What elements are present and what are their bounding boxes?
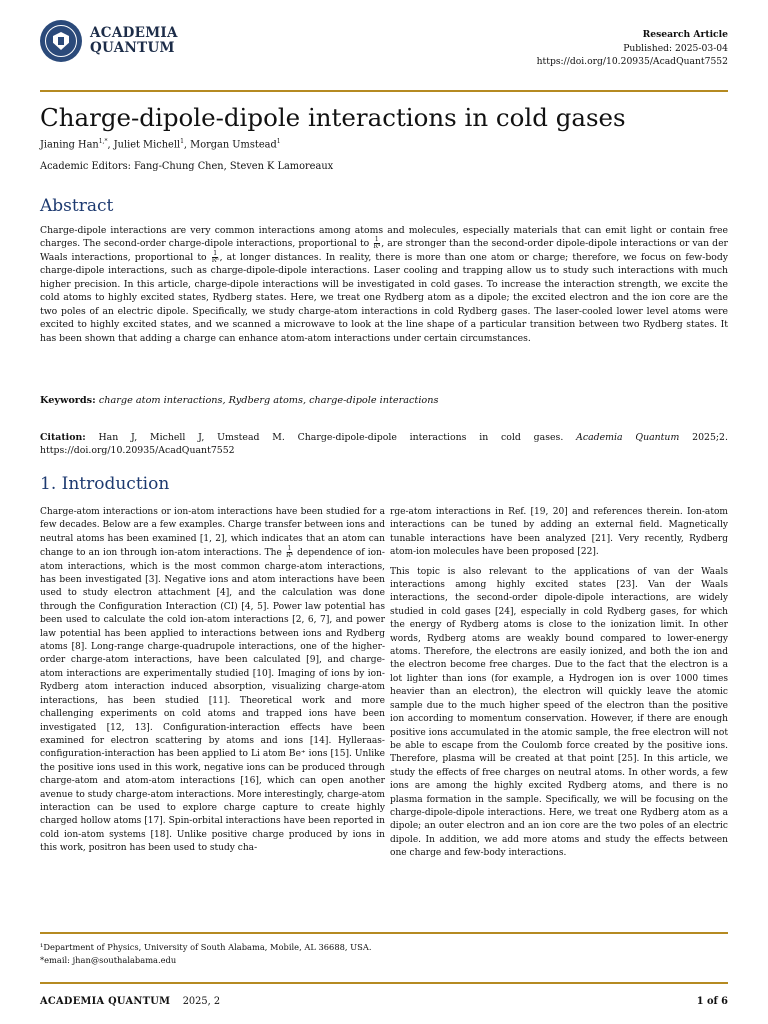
fraction-numerator: 1	[213, 249, 218, 257]
abstract-part: , are stronger than the second-order dipole-dipole interactions or van der Waals interactions, proportional to	[40, 238, 728, 263]
fraction-numerator: 1	[374, 236, 379, 244]
footer-journal: ACADEMIA QUANTUM	[40, 996, 171, 1007]
article-meta	[537, 28, 728, 69]
fraction	[212, 251, 219, 264]
paragraph: This topic is also relevant to the applications of van der Waals interactions among highly excited states [23]. Van der Waals interactions, the second-order dipole-dipole interactions, are widely studied in cold gases [24], especially in cold Rydberg gases, for which the energy of Rydberg atoms is close to the ionization limit. In other words, Rydberg atoms are weakly bound compared to lower-energy atoms. Therefore, the electrons are easily ionized, and both the ion and the electron become free charges. Due to the fact that the electron is a lot lighter than ions (for example, a Hydrogen ion is over 1000 times heavier than an electron), the electron will quickly leave the atomic sample due to the much higher speed of the electron than the positive ion according to momentum conservation. However, if there are enough positive ions accumulated in the atomic sample, the free electron will not be able to escape from the Coulomb force created by the positive ions. Therefore, plasma will be created at that point [25]. In this article, we study the effects of free charges on neutral atoms. In other words, a few ions are among the highly excited Rydberg atoms, and there is no plasma formation in the sample. Specifically, we will be focusing on the charge-dipole-dipole interactions. Here, we treat one Rydberg atom as a dipole; an outer electron and an ion core are the two poles of an electric dipole. In addition, we add more atoms and study the effects between one charge and few-body interactions.	[390, 566, 728, 859]
abstract-part: Charge-dipole interactions are very common interactions among atoms and molecules, especially materials that can emit light or contain free charges. The second-order charge-dipole interactions, proportional to	[40, 225, 728, 250]
author-list: Jianing Han$^{1,*}$, Juliet Michell$^1$, Morgan Umstead$^1$	[40, 138, 281, 151]
author-name[interactable]: Jianing Han	[40, 139, 99, 151]
page-footer	[40, 996, 220, 1007]
footnote-divider	[40, 932, 728, 934]
paragraph: rge-atom interactions in Ref. [19, 20] and references therein. Ion-atom interactions can be tuned by adding an external field. Magnetically tunable interactions have been analyzed [21]. Very recently, Rydberg atom-ion molecules have been proposed [22].	[390, 507, 728, 558]
footnote-email[interactable]: *email: jhan@southalabama.edu	[40, 955, 177, 965]
journal-name-line1: ACADEMIA	[90, 25, 178, 41]
author-affiliation: 1	[276, 138, 281, 145]
fraction-numerator: 1	[287, 545, 292, 553]
abstract-part: , at longer distances. In reality, there is more than one atom or charge; therefore, we focus on few-body charge-dipole interactions, such as charge-dipole-dipole interactions. Laser cooling and trapping allow us to study such interactions with much higher precision. In this article, charge-dipole interactions will be investigated in cold gases. To increase the interaction strength, we excite the cold atoms to highly excited states, Rydberg states. Here, we treat one Rydberg atom as a dipole; the excited electron and the ion core are the two poles of an electric dipole. Specifically, we study charge-atom interactions in cold Rydberg gases. The laser-cooled lower level atoms were excited to highly excited states, and we scanned a microwave to look at the line shape of a particular transition between two Rydberg states. It has been shown that adding a charge can enhance atom-atom interactions under certain circumstances.	[40, 251, 728, 344]
fraction-denominator: R⁴	[286, 552, 293, 560]
page-number: 1 of 6	[696, 996, 728, 1007]
author-affiliation: 1	[180, 138, 184, 145]
doi-link[interactable]: https://doi.org/10.20935/AcadQuant7552	[536, 56, 728, 67]
fraction-denominator: R⁴	[373, 243, 381, 251]
article-title: Charge-dipole-dipole interactions in cold gases	[40, 103, 626, 132]
published-date: Published: 2025-03-04	[623, 42, 728, 54]
author-affiliation: 1,*	[98, 138, 108, 145]
academic-editors: Academic Editors: Fang-Chung Chen, Steven K Lamoreaux	[40, 161, 334, 172]
author-name[interactable]: Morgan Umstead	[190, 139, 277, 151]
keywords-text: charge atom interactions, Rydberg atoms, charge-dipole interactions	[98, 395, 439, 406]
citation-journal: Academia Quantum	[576, 432, 680, 443]
author-name[interactable]: Juliet Michell	[113, 139, 181, 151]
paragraph	[40, 506, 385, 856]
introduction-heading: 1. Introduction	[40, 474, 170, 494]
journal-name-line2: QUANTUM	[90, 40, 175, 56]
abstract-heading: Abstract	[40, 196, 114, 216]
footnote-affiliation: ¹Department of Physics, University of South Alabama, Mobile, AL 36688, USA.	[40, 942, 372, 952]
journal-logo	[40, 20, 178, 62]
keywords	[40, 395, 438, 406]
fraction-denominator: R⁶	[211, 256, 219, 264]
paragraph-part: dependence of ion-atom interactions, which is the most common charge-atom interactions, has been investigated [3]. Negative ions and atom interactions have been used to study electron attachment [4], and the calculation was done through the Configuration Interaction (CI) [4, 5]. Power law potential has been used to calculate the cold ion-atom interactions [2, 6, 7], and power law potential has been applied to interactions between ions and Rydberg atoms [8]. Long-range charge-quadrupole interactions, one of the higher-order charge-atom interactions, have been calculated [9], and charge-atom interactions are experimentally studied [10]. Imaging of ions by ion-Rydberg atom interaction induced absorption, visualizing charge-atom interactions, has been studied [11]. Theoretical work and more challenging experiments on cold atoms and trapped ions have been investigated [12, 13]. Configuration-interaction effects have been examined for electron scattering by atoms and ions [14]. Hylleraas-configuration-interaction has been applied to Li atom Be⁺ ions [15]. Unlike the positive ions used in this work, negative ions can be produced through charge-atom and atom-atom interactions [16], which can open another avenue to study charge-atom interactions. More interestingly, charge-atom interaction can be used to explore charge capture to create highly charged hollow atoms [17]. Spin-orbital interactions have been reported in cold ion-atom systems [18]. Unlike positive charge produced by ions in this work, positron has been used to study cha-	[40, 548, 385, 854]
paragraph-part: Charge-atom interactions or ion-atom interactions have been studied for a few decades. Below are a few examples. Charge transfer between ions and neutral atoms has been examined [1, 2], which indicates that an atom can change to an ion through ion-atom interactions. The	[40, 507, 385, 559]
header-divider	[40, 90, 728, 92]
intro-left-column	[40, 506, 385, 856]
citation-doi[interactable]: 2025;2. https://doi.org/10.20935/AcadQuant7552	[40, 432, 728, 457]
keywords-label: Keywords:	[40, 395, 96, 406]
abstract-text	[40, 224, 728, 345]
journal-seal-icon	[40, 20, 82, 62]
fraction	[373, 237, 380, 250]
citation-label: Citation:	[40, 432, 86, 443]
journal-name	[90, 26, 178, 56]
intro-right-column	[390, 506, 728, 861]
footer-year: 2025, 2	[182, 996, 221, 1007]
citation	[40, 431, 728, 458]
citation-text: Han J, Michell J, Umstead M. Charge-dipole-dipole interactions in cold gases.	[98, 432, 564, 443]
footer-divider	[40, 982, 728, 984]
fraction	[286, 546, 293, 559]
article-type: Research Article	[642, 29, 728, 40]
